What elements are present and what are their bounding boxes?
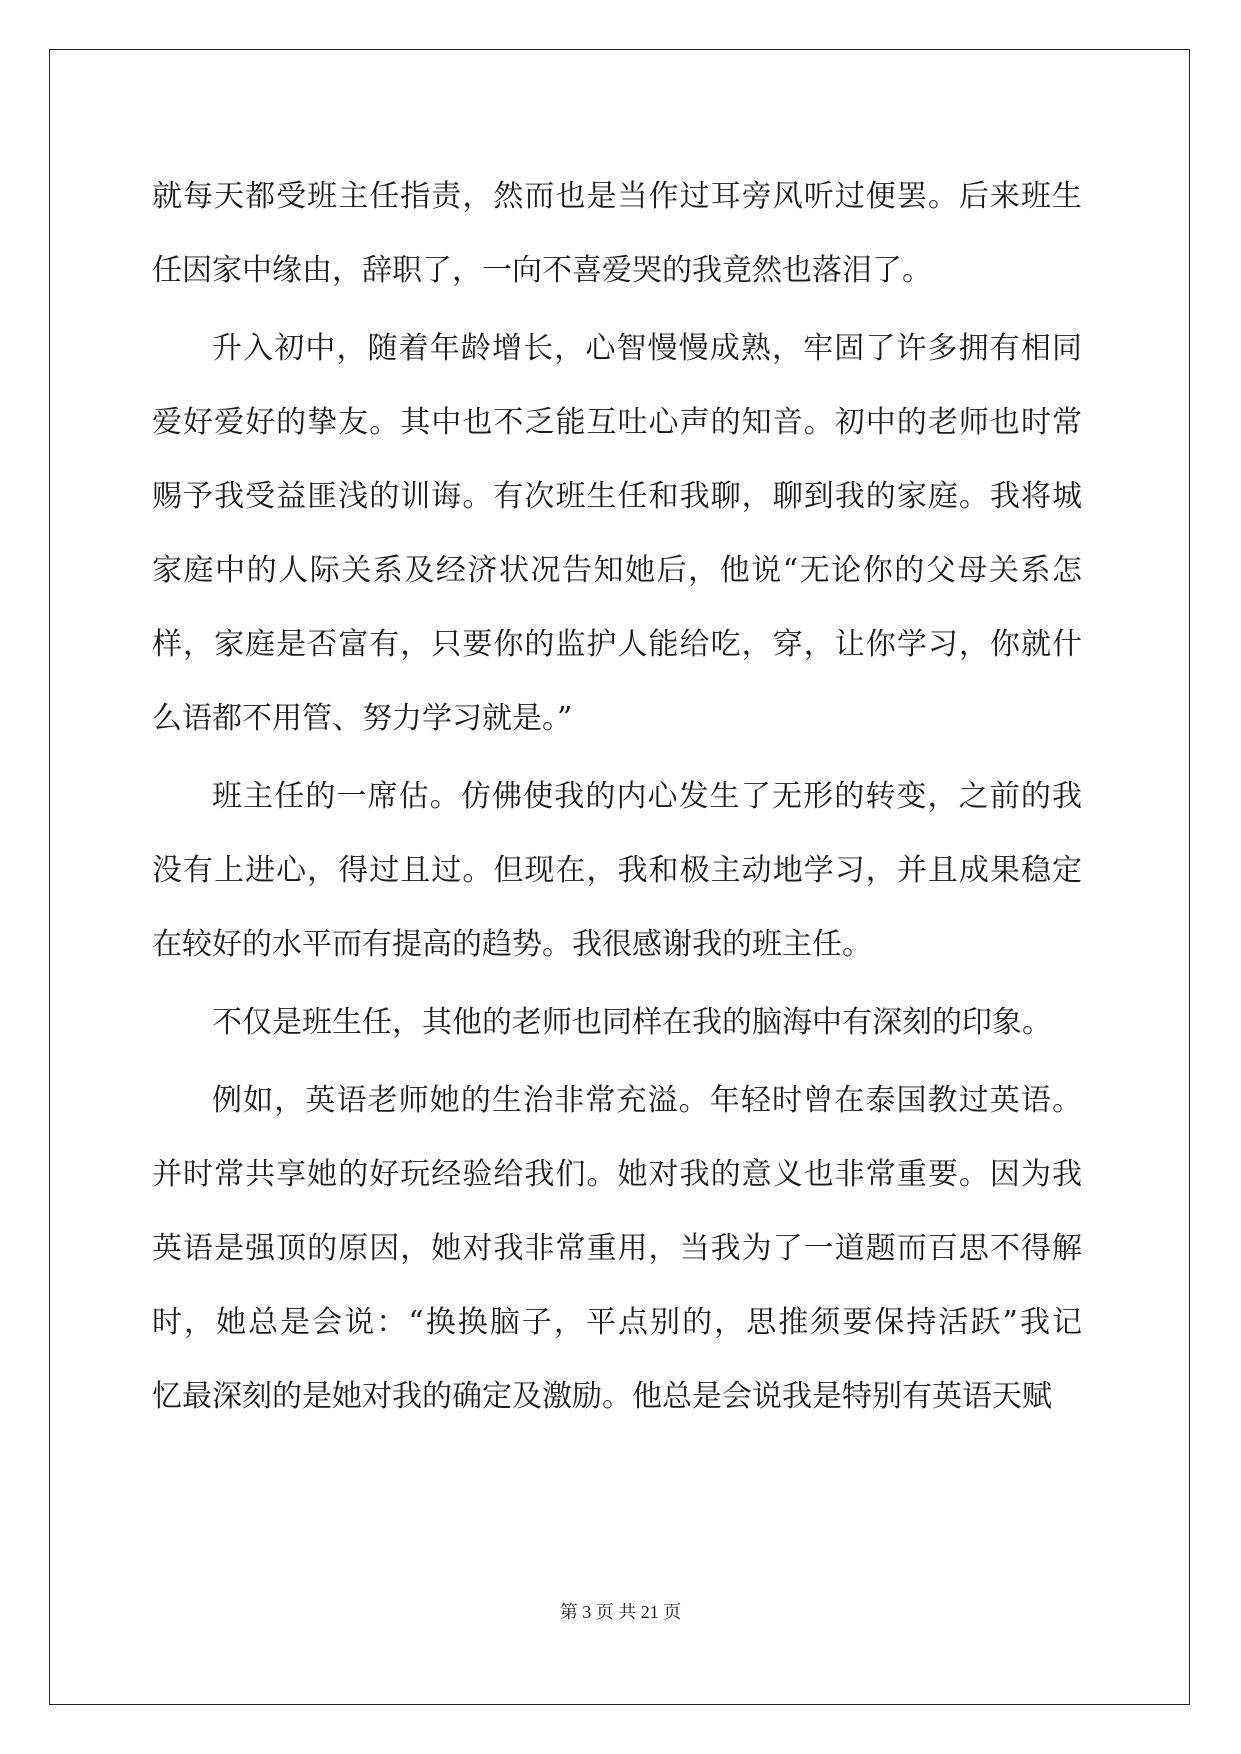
text-line: 就每天都受班主任指责，然而也是当作过耳旁风听过便罢。后来班生 (152, 179, 1082, 214)
text-line: 么语都不用管、努力学习就是。” (152, 701, 573, 736)
text-line: 不仅是班生任，其他的老师也同样在我的脑海中有深刻的印象。 (212, 1005, 1052, 1040)
text-line: 任因家中缘由，辞职了，一向不喜爱哭的我竟然也落泪了。 (152, 253, 932, 288)
text-line: 没有上进心，得过且过。但现在，我和极主动地学习，并且成果稳定 (152, 853, 1082, 888)
text-line: 在较好的水平而有提高的趋势。我很感谢我的班主任。 (152, 927, 872, 962)
paragraph (152, 160, 1082, 308)
text-line: 英语是强顶的原因，她对我非常重用，当我为了一道题而百思不得解 (152, 1231, 1082, 1266)
paragraph (152, 986, 1082, 1060)
document-body (152, 160, 1082, 1438)
page-footer: 第 3 页 共 21 页 (559, 1602, 682, 1622)
text-line: 家庭中的人际关系及经济状况告知她后，他说“无论你的父母关系怎 (152, 553, 1082, 588)
paragraph (152, 312, 1082, 756)
text-line: 爱好爱好的挚友。其中也不乏能互吐心声的知音。初中的老师也时常 (152, 405, 1082, 440)
text-line: 例如，英语老师她的生治非常充溢。年轻时曾在泰国教过英语。 (212, 1083, 1082, 1118)
paragraph (152, 1064, 1082, 1434)
text-line: 并时常共享她的好玩经验给我们。她对我的意义也非常重要。因为我 (152, 1157, 1082, 1192)
text-line: 升入初中，随着年龄增长，心智慢慢成熟，牢固了许多拥有相同 (212, 331, 1082, 366)
text-line: 忆最深刻的是她对我的确定及激励。他总是会说我是特别有英语天赋 (152, 1379, 1052, 1414)
text-line: 样，家庭是否富有，只要你的监护人能给吃，穿，让你学习，你就什 (152, 627, 1082, 662)
text-line: 赐予我受益匪浅的训诲。有次班生任和我聊，聊到我的家庭。我将城 (152, 479, 1082, 514)
text-line: 时，她总是会说：“换换脑子，平点别的，思推须要保持活跃”我记 (152, 1305, 1082, 1340)
text-line: 班主任的一席估。仿佛使我的内心发生了无形的转变，之前的我 (212, 779, 1082, 814)
paragraph (152, 760, 1082, 982)
